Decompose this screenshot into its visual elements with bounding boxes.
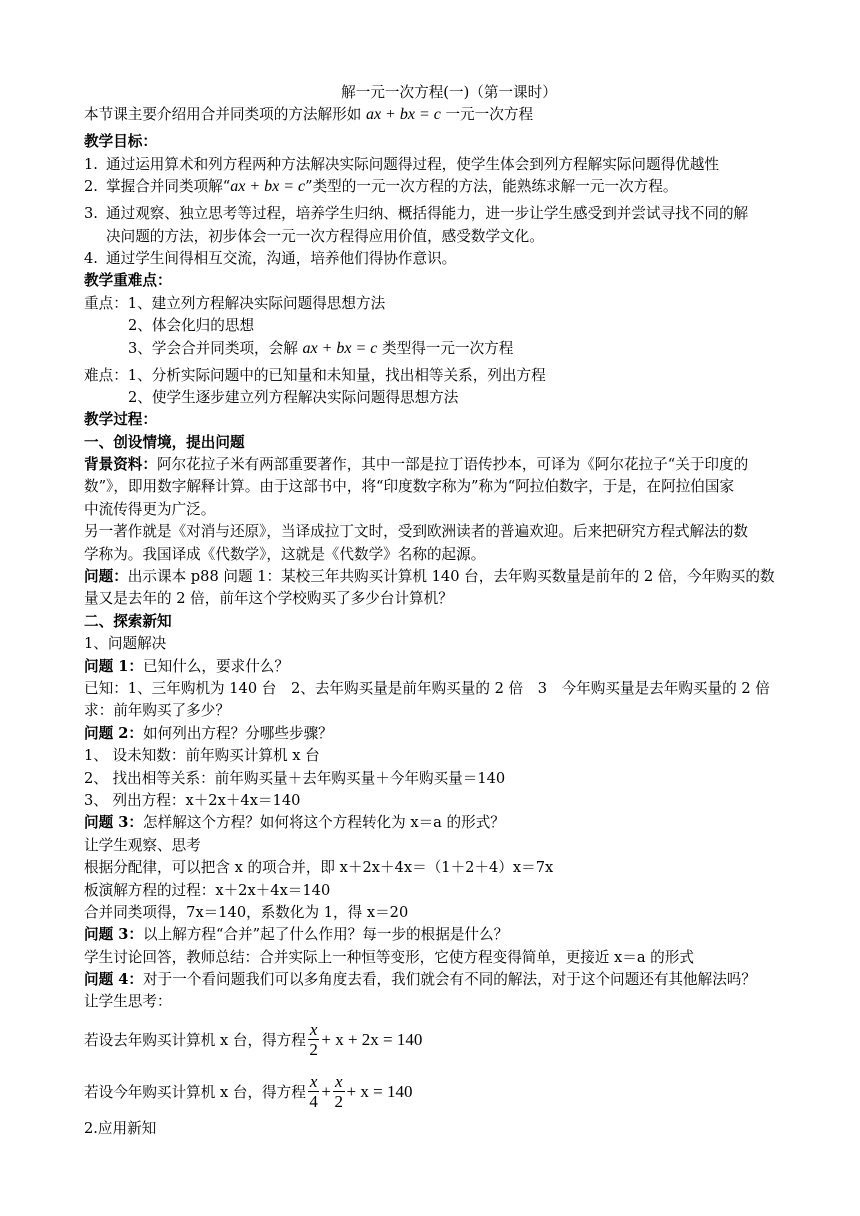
fraction [333,1073,345,1110]
fraction [308,1073,320,1110]
question-label: 问题 3： [84,926,144,944]
objective-text-post: ”类型的一元一次方程的方法，能熟练求解一元一次方程。 [305,178,678,196]
problem-label: 问题： [84,568,128,586]
fraction-numerator: x [334,1072,343,1092]
subsection-1: 1、问题解决 [84,635,167,653]
fraction-denominator: 2 [309,1040,318,1060]
problem-line-2: 量又是去年的 2 倍，前年这个学校购买了多少台计算机？ [84,590,453,608]
distributive-line: 根据分配律，可以把含 x 的项合并，即 x＋2x＋4x＝（1＋2＋4）x＝7x [84,859,554,877]
other-work-line-2: 学称为。我国译成《代数学》，这就是《代数学》名称的起源。 [84,545,486,563]
section-1-heading: 一、创设情境，提出问题 [84,433,245,451]
other-work-line-1: 另一著作就是《对消与还原》，当译成拉丁文时，受到欧洲读者的普遍欢迎。后来把研究方程式解法的数 [84,523,749,541]
objective-text: 通过观察、独立思考等过程，培养学生归纳、概括得能力，进一步让学生感受到并尝试寻找不同的解 [106,205,749,223]
intro-text: 本节课主要介绍用合并同类项的方法解形如 [84,106,362,124]
objective-text-pre: 掌握合并同类项解“ [106,178,231,196]
objective-num: 3. [84,205,98,223]
focus-item-1: 重点：1、建立列方程解决实际问题得思想方法 [84,294,386,312]
objective-item-4 [84,248,780,270]
document-page [84,82,780,1140]
board-line: 板演解方程的过程：x＋2x＋4x＝140 [84,881,331,899]
alt-equation-2 [84,1066,780,1118]
question-2 [84,723,780,745]
objectives-heading: 教学目标： [84,133,157,151]
think-line: 让学生思考： [84,993,172,1011]
focus-3-post: 类型得一元一次方程 [382,339,514,357]
alt-2-text: 若设今年购买计算机 x 台，得方程 [84,1084,306,1102]
fraction [308,1021,320,1058]
focus-item-3 [84,338,780,365]
objective-item-3-cont: 决问题的方法，初步体会一元一次方程得应用价值，感受数学文化。 [106,227,544,245]
objective-text: 通过运用算术和列方程两种方法解决实际问题得过程，使学生体会到列方程解实际问题得优越性 [106,155,719,173]
intro-line [84,104,780,131]
alt-equation-1 [84,1014,780,1066]
focus-3-formula: ax + bx = c [302,339,378,357]
fraction-numerator: x [309,1020,318,1040]
intro-suffix: 一元一次方程 [445,106,534,124]
question-text: 以上解方程“合并”起了什么作用？每一步的根据是什么？ [143,926,509,944]
step-3: 3、 列出方程：x＋2x＋4x＝140 [84,791,301,809]
intro-formula: ax + bx = c [365,106,441,124]
objective-num: 2. [84,178,98,196]
problem-line-1 [84,566,780,588]
section-2-heading: 二、探索新知 [84,612,172,630]
background-line-2: 数”》，即用数字解释计算。由于这部书中，将“印度数字称为”称为“阿拉伯数字，于是，在阿拉伯国家 [84,478,735,496]
observe-line: 让学生观察、思考 [84,836,201,854]
objective-formula: ax + bx = c [230,178,306,196]
subsection-2: 2.应用新知 [84,1119,157,1137]
difficulty-item-1: 难点：1、分析实际问题中的已知量和未知量，找出相等关系，列出方程 [84,366,546,384]
discuss-line: 学生讨论回答，教师总结：合并实际上一种恒等变形，它使方程变得简单，更接近 x＝a 的形式 [84,948,694,966]
fraction-denominator: 2 [334,1092,343,1112]
key-points-heading: 教学重难点： [84,272,172,290]
problem-text: 出示课本 p88 问题 1：某校三年共购买计算机 140 台，去年购买数量是前年的 2 倍，今年购买的数 [127,568,775,586]
objective-num: 1. [84,155,98,173]
question-text: 对于一个看问题我们可以多角度去看，我们就会有不同的解法，对于这个问题还有其他解法吗？ [143,971,756,989]
background-text: 阿尔花拉子米有两部重要著作，其中一部是拉丁语传抄本，可译为《阿尔花拉子“关于印度的 [156,456,749,474]
question-text: 怎样解这个方程？如何将这个方程转化为 x＝a 的形式？ [143,814,505,832]
question-label: 问题 3： [84,814,144,832]
combine-line: 合并同类项得，7x＝140，系数化为 1，得 x＝20 [84,903,409,921]
objective-num: 4. [84,249,98,267]
question-label: 问题 4： [84,971,144,989]
question-4 [84,969,780,991]
objective-item-3 [84,203,780,225]
question-text: 已知什么，要求什么？ [143,657,289,675]
fraction-numerator: x [309,1072,318,1092]
question-1 [84,656,780,678]
alt-1-rest: + x + 2x = 140 [321,1029,423,1049]
plus-sign: + [321,1081,331,1101]
question-text: 如何列出方程？分哪些步骤？ [143,724,333,742]
difficulty-item-2: 2、使学生逐步建立列方程解决实际问题得思想方法 [128,388,459,406]
focus-3-pre: 3、学会合并同类项，会解 [128,339,298,357]
question-label: 问题 2： [84,724,144,742]
objective-item-2 [84,176,780,203]
background-label: 背景资料： [84,456,157,474]
question-label: 问题 1： [84,657,144,675]
ask-line: 求：前年购买了多少？ [84,702,230,720]
focus-item-2: 2、体会化归的思想 [128,317,255,335]
process-heading: 教学过程： [84,411,157,429]
known-line: 已知：1、三年购机为 140 台 2、去年购买量是前年购买量的 2 倍 3 今年购买量是去年购买量的 2 倍 [84,679,770,697]
alt-1-text: 若设去年购买计算机 x 台，得方程 [84,1032,306,1050]
background-line-1 [84,454,780,476]
step-2: 2、 找出相等关系：前年购买量＋去年购买量＋今年购买量＝140 [84,769,506,787]
question-3b [84,924,780,946]
alt-2-rest: + x = 140 [346,1081,413,1101]
step-1: 1、 设未知数：前年购买计算机 x 台 [84,747,320,765]
page-title: 解一元一次方程(一)（第一课时） [341,84,557,101]
background-line-3: 中流传得更为广泛。 [84,500,216,518]
question-3 [84,812,780,834]
objective-text: 通过学生间得相互交流，沟通，培养他们得协作意识。 [106,249,457,267]
objective-item-1 [84,154,780,176]
fraction-denominator: 4 [309,1092,318,1112]
